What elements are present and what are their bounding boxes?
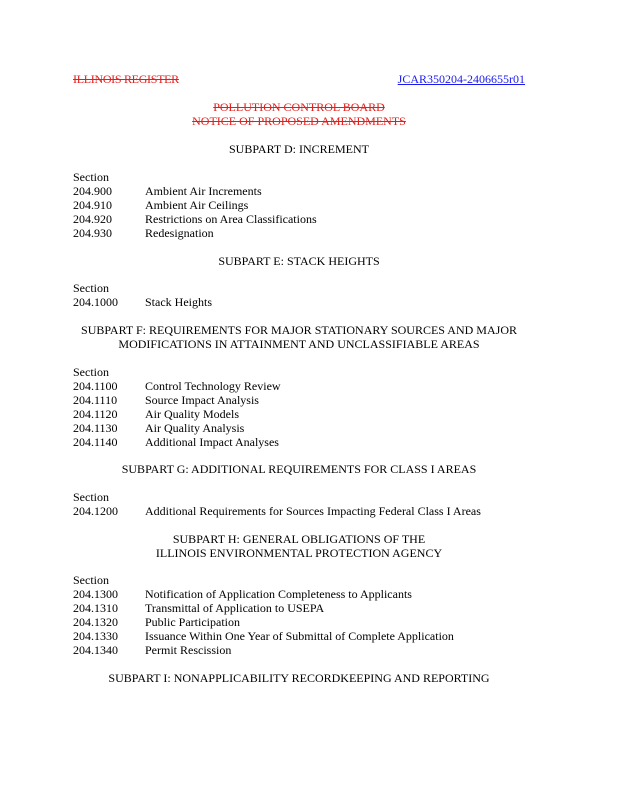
section-label: Section [73, 490, 109, 504]
section-title: Notification of Application Completeness to Applicants [145, 587, 412, 601]
toc-row [73, 379, 533, 393]
section-title: Control Technology Review [145, 379, 281, 393]
toc-row [73, 198, 533, 212]
section-label: Section [73, 365, 109, 379]
section-number: 204.920 [73, 212, 112, 226]
subpart-heading-line: SUBPART D: INCREMENT [229, 142, 369, 156]
toc-row [73, 504, 533, 518]
subpart-g-heading [73, 462, 525, 476]
section-number: 204.1110 [73, 393, 118, 407]
section-title: Public Participation [145, 615, 240, 629]
toc-row [73, 421, 533, 435]
section-label: Section [73, 573, 109, 587]
subpart-heading-line: SUBPART G: ADDITIONAL REQUIREMENTS FOR CLASS I AREAS [121, 462, 477, 476]
subpart-d-list [73, 184, 533, 240]
toc-row [73, 212, 533, 226]
section-number: 204.1310 [73, 601, 118, 615]
section-title: Additional Requirements for Sources Impacting Federal Class I Areas [145, 504, 481, 518]
section-number: 204.910 [73, 198, 112, 212]
section-title: Redesignation [145, 226, 214, 240]
section-title: Stack Heights [145, 295, 212, 309]
subpart-heading-line: SUBPART E: STACK HEIGHTS [218, 254, 380, 268]
section-label: Section [73, 281, 109, 295]
toc-row [73, 295, 533, 309]
subpart-h-heading [73, 532, 525, 560]
subpart-f-list [73, 379, 533, 449]
section-number: 204.1000 [73, 295, 118, 309]
section-number: 204.1120 [73, 407, 118, 421]
section-label: Section [73, 170, 109, 184]
toc-row [73, 643, 533, 657]
subpart-h-list [73, 587, 533, 657]
toc-row [73, 393, 533, 407]
subpart-heading-line: SUBPART H: GENERAL OBLIGATIONS OF THE [172, 532, 426, 546]
section-number: 204.1330 [73, 629, 118, 643]
subpart-heading-line: MODIFICATIONS IN ATTAINMENT AND UNCLASSIFIABLE AREAS [118, 337, 480, 351]
section-number: 204.930 [73, 226, 112, 240]
section-title: Permit Rescission [145, 643, 232, 657]
section-title: Air Quality Models [145, 407, 239, 421]
board-name: POLLUTION CONTROL BOARD [213, 100, 385, 114]
subpart-i-heading [73, 671, 525, 685]
toc-row [73, 615, 533, 629]
toc-row [73, 435, 533, 449]
section-title: Additional Impact Analyses [145, 435, 279, 449]
register-title: ILLINOIS REGISTER [73, 72, 179, 86]
section-number: 204.1340 [73, 643, 118, 657]
section-title: Air Quality Analysis [145, 421, 245, 435]
subpart-f-heading [73, 323, 525, 351]
toc-row [73, 629, 533, 643]
section-title: Transmittal of Application to USEPA [145, 601, 325, 615]
section-title: Restrictions on Area Classifications [145, 212, 317, 226]
section-title: Issuance Within One Year of Submittal of Complete Application [145, 629, 454, 643]
toc-row [73, 407, 533, 421]
section-number: 204.900 [73, 184, 112, 198]
section-number: 204.1200 [73, 504, 118, 518]
toc-row [73, 601, 533, 615]
section-number: 204.1140 [73, 435, 118, 449]
section-title: Source Impact Analysis [145, 393, 259, 407]
subpart-e-heading [73, 254, 525, 268]
subpart-g-list [73, 504, 533, 518]
board-heading [73, 100, 525, 128]
page-header [73, 72, 525, 88]
section-title: Ambient Air Increments [145, 184, 262, 198]
subpart-e-list [73, 295, 533, 309]
section-title: Ambient Air Ceilings [145, 198, 249, 212]
section-number: 204.1130 [73, 421, 118, 435]
notice-title: NOTICE OF PROPOSED AMENDMENTS [192, 114, 406, 128]
toc-row [73, 184, 533, 198]
subpart-heading-line: ILLINOIS ENVIRONMENTAL PROTECTION AGENCY [155, 546, 443, 560]
subpart-heading-line: SUBPART I: NONAPPLICABILITY RECORDKEEPING AND REPORTING [108, 671, 490, 685]
toc-row [73, 587, 533, 601]
section-number: 204.1300 [73, 587, 118, 601]
jcar-reference-link[interactable]: JCAR350204-2406655r01 [397, 72, 525, 86]
toc-row [73, 226, 533, 240]
section-number: 204.1100 [73, 379, 118, 393]
subpart-heading-line: SUBPART F: REQUIREMENTS FOR MAJOR STATIONARY SOURCES AND MAJOR [81, 323, 517, 337]
section-number: 204.1320 [73, 615, 118, 629]
subpart-d-heading [73, 142, 525, 156]
